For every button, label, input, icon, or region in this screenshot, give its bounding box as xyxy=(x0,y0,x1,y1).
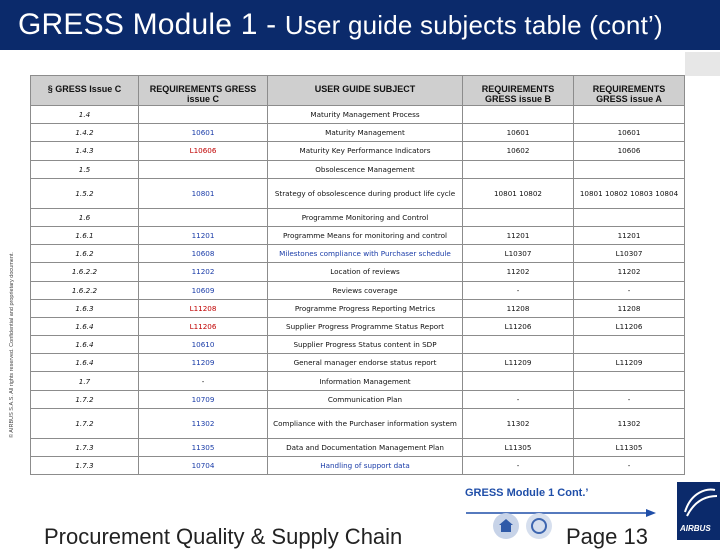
cell-req-a: L11209 xyxy=(574,354,685,372)
header-req-issue-a: REQUIREMENTS GRESS issue A xyxy=(574,76,685,106)
cell-req-b xyxy=(463,372,574,390)
cell-req-a: 11202 xyxy=(574,263,685,281)
cell-req-c: 11201 xyxy=(139,226,268,244)
cell-req-a: 10606 xyxy=(574,142,685,160)
cell-section: 1.6.2 xyxy=(31,245,139,263)
page-title: GRESS Module 1 - User guide subjects table (cont’) xyxy=(18,8,663,41)
cell-req-c: L11208 xyxy=(139,299,268,317)
header-user-guide-subject: USER GUIDE SUBJECT xyxy=(268,76,463,106)
table-row xyxy=(31,226,685,244)
cell-req-a xyxy=(574,106,685,124)
cell-req-b xyxy=(463,208,574,226)
cell-subject: Communication Plan xyxy=(268,390,463,408)
footer-department: Procurement Quality & Supply Chain xyxy=(44,524,403,549)
cell-req-b: L10307 xyxy=(463,245,574,263)
cell-req-c: 11302 xyxy=(139,408,268,438)
corner-block xyxy=(685,52,720,76)
cell-section: 1.5 xyxy=(31,160,139,178)
airbus-wordmark: AIRBUS xyxy=(680,524,711,533)
cell-req-a: 10601 xyxy=(574,124,685,142)
cell-subject: General manager endorse status report xyxy=(268,354,463,372)
cell-section: 1.6 xyxy=(31,208,139,226)
cell-req-b: - xyxy=(463,457,574,475)
cell-subject: Maturity Management xyxy=(268,124,463,142)
page-number: Page 13 xyxy=(566,524,648,549)
cell-req-a: - xyxy=(574,457,685,475)
cell-subject: Strategy of obsolescence during product life cycle xyxy=(268,178,463,208)
subjects-table xyxy=(30,75,685,475)
cell-subject: Information Management xyxy=(268,372,463,390)
cell-req-b: L11305 xyxy=(463,438,574,456)
cell-req-b: 11202 xyxy=(463,263,574,281)
cell-req-c: 10609 xyxy=(139,281,268,299)
cell-subject: Location of reviews xyxy=(268,263,463,281)
table-row xyxy=(31,208,685,226)
cell-subject: Supplier Progress Programme Status Report xyxy=(268,317,463,335)
airbus-logo xyxy=(677,482,720,540)
quality-logo-icon xyxy=(493,513,519,539)
cell-req-c: 10709 xyxy=(139,390,268,408)
cell-req-b: 11208 xyxy=(463,299,574,317)
cell-req-c xyxy=(139,160,268,178)
table-row xyxy=(31,281,685,299)
cell-req-b xyxy=(463,336,574,354)
cell-req-a xyxy=(574,160,685,178)
cell-req-c: 10801 xyxy=(139,178,268,208)
copyright-notice: © AIRBUS S.A.S. All rights reserved. Confidential and proprietary document. xyxy=(9,252,15,438)
cell-section: 1.6.2.2 xyxy=(31,263,139,281)
cell-section: 1.6.3 xyxy=(31,299,139,317)
subjects-table-area xyxy=(30,75,684,471)
table-row xyxy=(31,408,685,438)
cell-req-a xyxy=(574,372,685,390)
cell-section: 1.7 xyxy=(31,372,139,390)
cell-req-b: - xyxy=(463,390,574,408)
cell-subject: Supplier Progress Status content in SDP xyxy=(268,336,463,354)
cell-req-a: 11201 xyxy=(574,226,685,244)
cell-req-a: - xyxy=(574,281,685,299)
footer-area xyxy=(0,462,720,549)
table-row xyxy=(31,336,685,354)
cell-section: 1.4.3 xyxy=(31,142,139,160)
cell-req-c: - xyxy=(139,372,268,390)
cell-req-c: L11206 xyxy=(139,317,268,335)
cell-req-b: L11206 xyxy=(463,317,574,335)
header-gress-issue-c: § GRESS Issue C xyxy=(31,76,139,106)
cell-req-c: 10608 xyxy=(139,245,268,263)
airbus-globe-icon xyxy=(677,482,720,522)
cell-req-a xyxy=(574,336,685,354)
cell-req-a: 11208 xyxy=(574,299,685,317)
table-row xyxy=(31,317,685,335)
cell-section: 1.7.2 xyxy=(31,408,139,438)
table-row xyxy=(31,106,685,124)
cell-req-a xyxy=(574,208,685,226)
cell-subject: Programme Monitoring and Control xyxy=(268,208,463,226)
table-row xyxy=(31,299,685,317)
module-continued-label: GRESS Module 1 Cont.’ xyxy=(465,487,589,499)
table-row xyxy=(31,160,685,178)
cell-req-a: 11302 xyxy=(574,408,685,438)
table-row xyxy=(31,245,685,263)
cell-req-c: 10610 xyxy=(139,336,268,354)
title-bar xyxy=(0,0,720,50)
cell-subject: Programme Means for monitoring and control xyxy=(268,226,463,244)
cell-section: 1.6.4 xyxy=(31,336,139,354)
cell-req-a: L10307 xyxy=(574,245,685,263)
cell-req-c: 11209 xyxy=(139,354,268,372)
cell-req-c xyxy=(139,106,268,124)
cell-section: 1.7.2 xyxy=(31,390,139,408)
cell-req-b: 10602 xyxy=(463,142,574,160)
table-row xyxy=(31,178,685,208)
cell-req-a: L11206 xyxy=(574,317,685,335)
cell-subject: Maturity Key Performance Indicators xyxy=(268,142,463,160)
table-row xyxy=(31,390,685,408)
table-row xyxy=(31,124,685,142)
cell-subject: Milestones compliance with Purchaser schedule xyxy=(268,245,463,263)
supply-chain-logo-icon xyxy=(526,513,552,539)
cell-req-c: 10601 xyxy=(139,124,268,142)
cell-section: 1.6.4 xyxy=(31,317,139,335)
cell-req-b: L11209 xyxy=(463,354,574,372)
cell-req-b xyxy=(463,160,574,178)
cell-req-c: 10704 xyxy=(139,457,268,475)
cell-req-a: - xyxy=(574,390,685,408)
cell-section: 1.6.1 xyxy=(31,226,139,244)
cell-section: 1.6.4 xyxy=(31,354,139,372)
table-header-row xyxy=(31,76,685,106)
cell-subject: Data and Documentation Management Plan xyxy=(268,438,463,456)
cell-section: 1.5.2 xyxy=(31,178,139,208)
cell-section: 1.7.3 xyxy=(31,438,139,456)
cell-section: 1.4 xyxy=(31,106,139,124)
cell-section: 1.4.2 xyxy=(31,124,139,142)
cell-req-a: 10801 10802 10803 10804 xyxy=(574,178,685,208)
table-row xyxy=(31,372,685,390)
cell-req-c: 11202 xyxy=(139,263,268,281)
header-req-issue-b: REQUIREMENTS GRESS issue B xyxy=(463,76,574,106)
cell-section: 1.6.2.2 xyxy=(31,281,139,299)
cell-subject: Obsolescence Management xyxy=(268,160,463,178)
cell-req-b: 11201 xyxy=(463,226,574,244)
cell-req-b xyxy=(463,106,574,124)
table-row xyxy=(31,438,685,456)
header-req-issue-c: REQUIREMENTS GRESS issue C xyxy=(139,76,268,106)
cell-req-b: 10801 10802 xyxy=(463,178,574,208)
cell-subject: Compliance with the Purchaser information system xyxy=(268,408,463,438)
cell-req-a: L11305 xyxy=(574,438,685,456)
cell-subject: Maturity Management Process xyxy=(268,106,463,124)
table-row xyxy=(31,142,685,160)
cell-req-b: 10601 xyxy=(463,124,574,142)
cell-subject: Reviews coverage xyxy=(268,281,463,299)
cell-req-b: 11302 xyxy=(463,408,574,438)
cell-req-c: L10606 xyxy=(139,142,268,160)
cell-req-c: 11305 xyxy=(139,438,268,456)
table-row xyxy=(31,263,685,281)
cell-subject: Handling of support data xyxy=(268,457,463,475)
cell-subject: Programme Progress Reporting Metrics xyxy=(268,299,463,317)
cell-req-c xyxy=(139,208,268,226)
cell-section: 1.7.3 xyxy=(31,457,139,475)
cell-req-b: - xyxy=(463,281,574,299)
table-row xyxy=(31,354,685,372)
